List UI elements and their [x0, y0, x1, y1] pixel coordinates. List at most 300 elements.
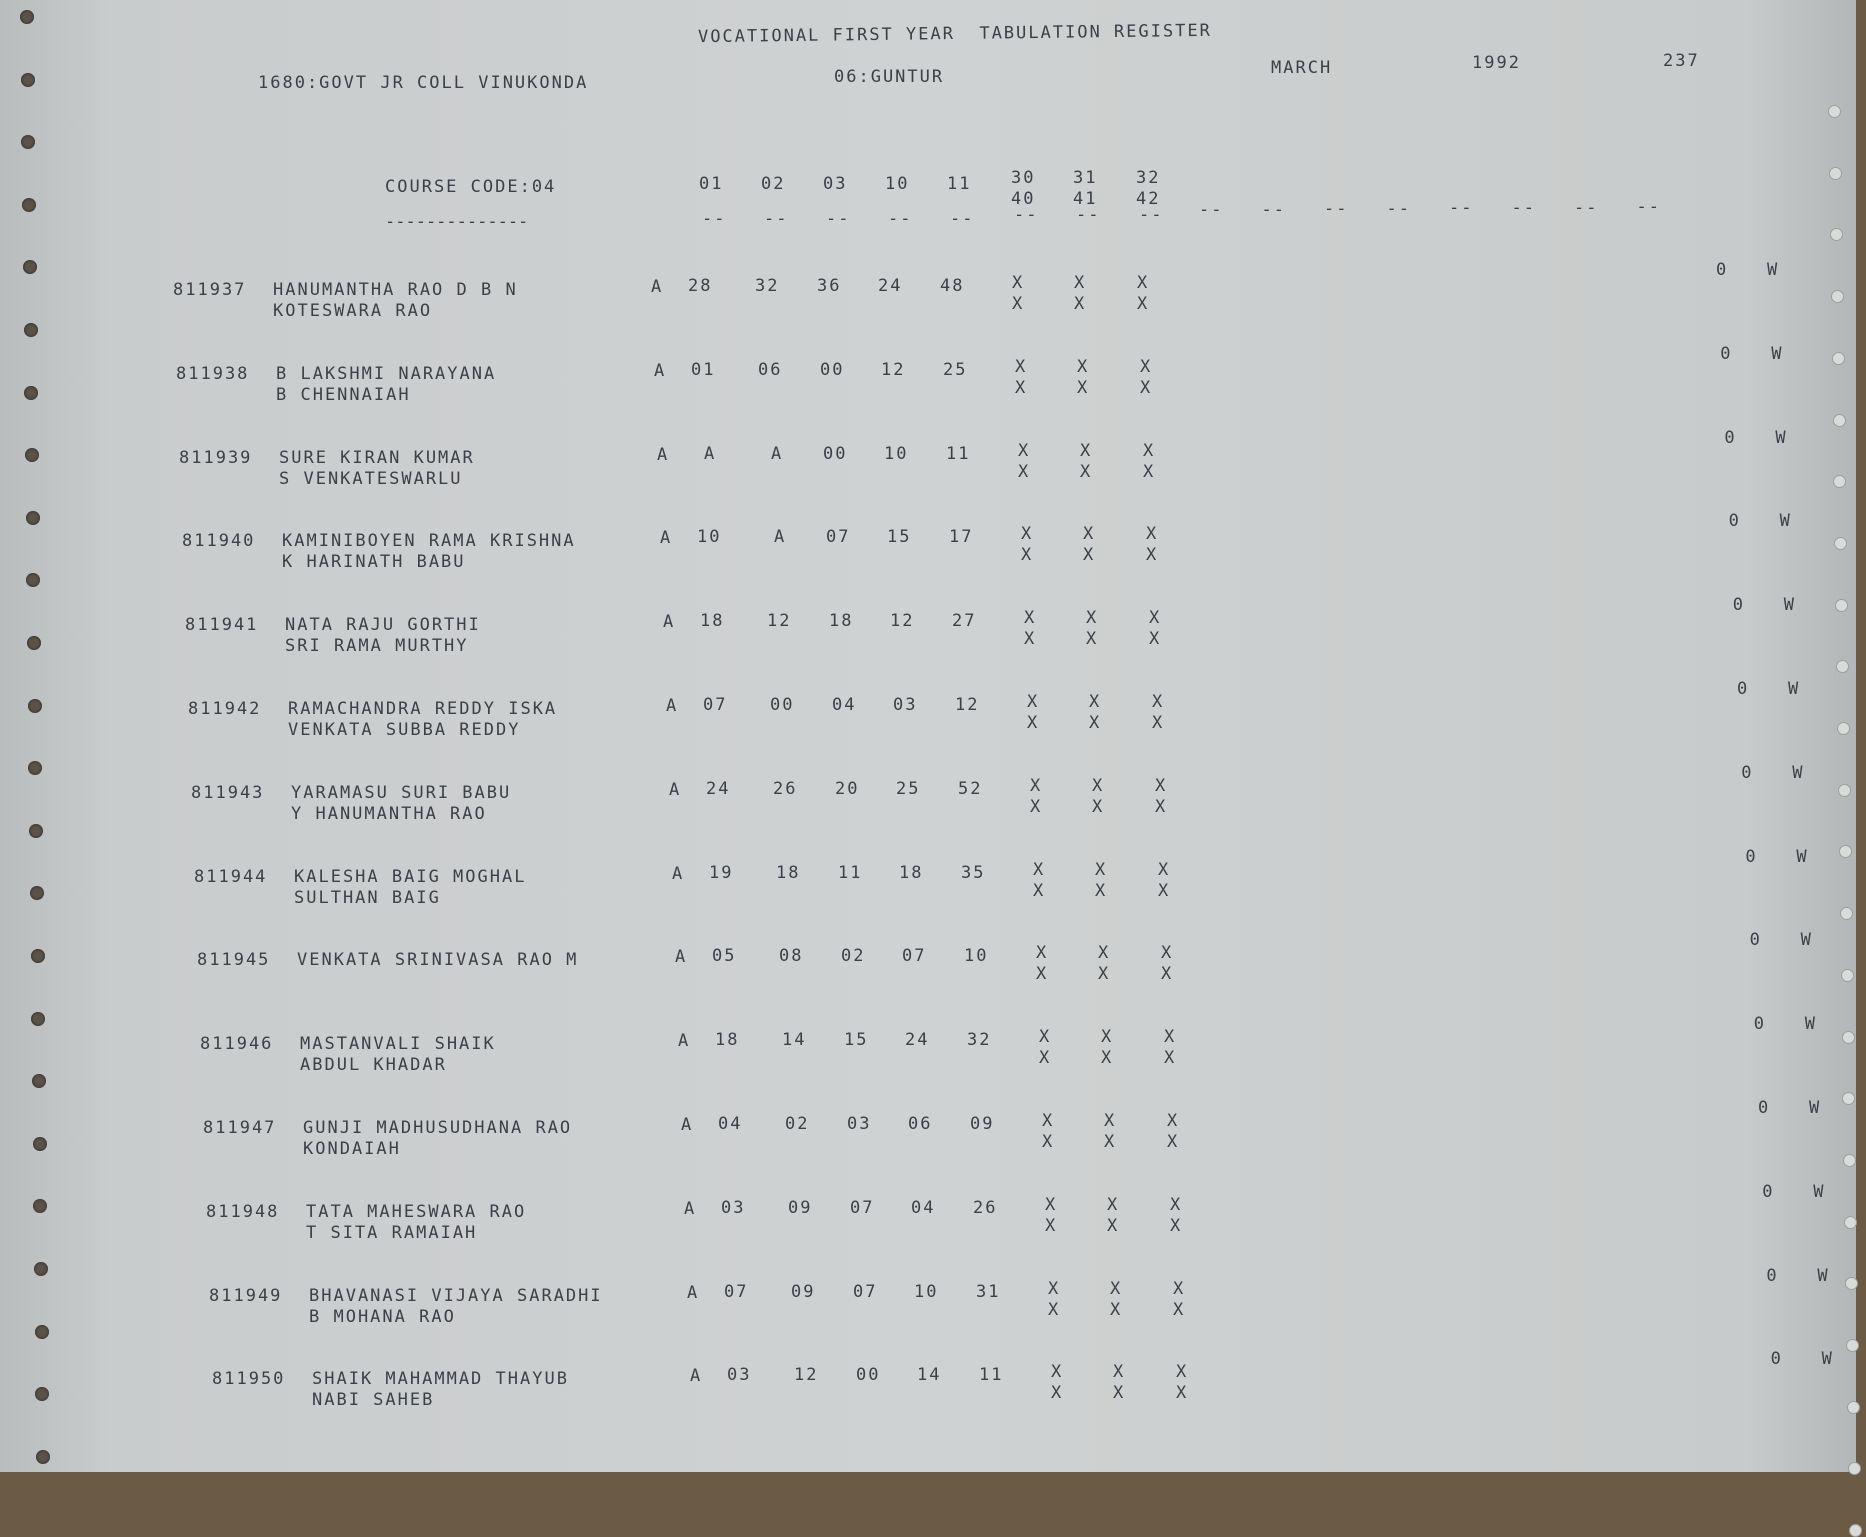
grade: A: [675, 947, 688, 968]
feed-hole: [1833, 414, 1846, 427]
mark-2: 09: [788, 1197, 813, 1218]
x-mark: X: [1095, 880, 1108, 901]
mark-3: 00: [823, 443, 848, 464]
x-mark: X: [1042, 1111, 1055, 1131]
status-code: W: [1796, 846, 1809, 867]
x-mark: X: [1152, 713, 1165, 733]
column-code-top: 31: [1073, 168, 1098, 188]
student-id: 811950: [212, 1369, 286, 1390]
grade: A: [678, 1031, 691, 1052]
x-mark: X: [1077, 356, 1090, 377]
feed-hole: [1849, 1524, 1862, 1537]
mark-2: 32: [755, 276, 780, 296]
feed-hole: [22, 198, 36, 212]
student-id: 811939: [179, 447, 253, 468]
feed-hole: [24, 386, 38, 400]
feed-hole: [1840, 907, 1853, 920]
x-mark: X: [1146, 524, 1159, 545]
x-mark: X: [1051, 1383, 1064, 1404]
result-code: 0: [1758, 1098, 1771, 1118]
result-code: 0: [1766, 1265, 1779, 1286]
parent-name: S VENKATESWARLU: [279, 468, 463, 489]
status-code: W: [1792, 762, 1805, 783]
feed-hole: [35, 1387, 49, 1401]
x-mark: X: [1170, 1215, 1183, 1236]
grade: A: [660, 528, 673, 549]
feed-hole: [1841, 969, 1854, 982]
grade: A: [672, 863, 685, 884]
x-mark: X: [1155, 775, 1168, 796]
mark-1: 19: [709, 862, 734, 883]
x-mark: X: [1140, 356, 1153, 377]
mark-3: 04: [832, 695, 857, 715]
x-mark: X: [1074, 273, 1087, 293]
mark-4: 25: [896, 778, 921, 799]
grade: A: [681, 1115, 694, 1135]
feed-hole: [27, 636, 41, 650]
x-mark: X: [1018, 461, 1031, 482]
status-code: W: [1804, 1014, 1818, 1035]
student-id: 811937: [173, 280, 247, 300]
column-code-top: 30: [1011, 168, 1036, 188]
exam-month: MARCH: [1271, 58, 1333, 78]
parent-name: SULTHAN BAIG: [294, 887, 441, 908]
x-mark: X: [1039, 1048, 1052, 1069]
mark-3: 03: [847, 1114, 872, 1134]
parent-name: T SITA RAMAIAH: [306, 1222, 478, 1243]
x-mark: X: [1021, 524, 1034, 545]
result-code: 0: [1745, 846, 1758, 867]
grade: A: [687, 1282, 700, 1303]
feed-hole: [1838, 784, 1851, 797]
x-mark: X: [1170, 1194, 1183, 1215]
feed-hole: [20, 10, 34, 24]
x-mark: X: [1101, 1048, 1114, 1069]
status-code: W: [1771, 343, 1784, 364]
x-mark: X: [1074, 294, 1087, 314]
x-mark: X: [1083, 545, 1096, 566]
column-dash: --: [1386, 198, 1411, 219]
x-mark: X: [1158, 859, 1171, 880]
student-name: HANUMANTHA RAO D B N: [273, 280, 518, 300]
status-code: W: [1813, 1181, 1826, 1202]
x-mark: X: [1048, 1299, 1061, 1320]
result-code: 0: [1770, 1349, 1783, 1370]
feed-hole: [21, 135, 35, 149]
column-dash: --: [702, 209, 727, 229]
mark-2: 06: [758, 359, 783, 380]
student-id: 811945: [197, 950, 271, 971]
feed-hole: [33, 1137, 47, 1151]
feed-hole: [33, 1199, 47, 1213]
feed-hole: [1833, 475, 1846, 488]
mark-2: 14: [782, 1030, 807, 1051]
mark-5: 31: [976, 1281, 1001, 1302]
mark-5: 12: [955, 695, 980, 715]
mark-5: 48: [940, 276, 965, 296]
register-title: VOCATIONAL FIRST YEAR TABULATION REGISTER: [697, 20, 1212, 48]
mark-1: 24: [706, 778, 731, 799]
x-mark: X: [1080, 440, 1093, 461]
x-mark: X: [1176, 1362, 1189, 1383]
result-code: 0: [1753, 1014, 1767, 1035]
feed-hole: [1848, 1462, 1861, 1475]
feed-hole: [1842, 1031, 1855, 1044]
mark-1: 28: [688, 276, 713, 296]
exam-year: 1992: [1472, 53, 1521, 73]
x-mark: X: [1173, 1278, 1186, 1299]
student-name: TATA MAHESWARA RAO: [306, 1201, 527, 1222]
mark-2: 02: [785, 1114, 810, 1134]
x-mark: X: [1045, 1215, 1058, 1236]
x-mark: X: [1146, 545, 1159, 566]
x-mark: X: [1030, 775, 1043, 796]
feed-hole: [1839, 845, 1852, 858]
grade: A: [651, 277, 664, 297]
mark-1: 07: [703, 695, 728, 715]
mark-2: A: [774, 527, 787, 548]
column-code-top: 32: [1136, 168, 1161, 188]
x-mark: X: [1110, 1299, 1123, 1320]
student-id: 811943: [191, 782, 265, 803]
status-code: W: [1817, 1265, 1830, 1286]
mark-3: 20: [835, 778, 860, 799]
feed-hole: [1847, 1401, 1860, 1414]
parent-name: SRI RAMA MURTHY: [285, 636, 469, 657]
mark-1: 18: [700, 611, 725, 632]
feed-hole: [30, 886, 44, 900]
status-code: W: [1788, 679, 1801, 699]
x-mark: X: [1024, 608, 1037, 629]
mark-1: 05: [712, 946, 737, 967]
mark-3: 07: [826, 527, 851, 548]
x-mark: X: [1152, 692, 1165, 712]
column-dash: --: [1449, 198, 1474, 219]
student-id: 811947: [203, 1118, 277, 1138]
student-id: 811944: [194, 866, 268, 887]
mark-4: 24: [878, 276, 903, 296]
result-code: 0: [1732, 595, 1746, 616]
parent-name: KONDAIAH: [303, 1139, 401, 1159]
mark-2: 26: [773, 778, 798, 799]
x-mark: X: [1018, 440, 1031, 461]
x-mark: X: [1021, 545, 1034, 566]
column-dash: --: [1139, 205, 1164, 225]
mark-1: 18: [715, 1030, 740, 1051]
column-code: 01: [699, 174, 724, 194]
status-code: W: [1767, 260, 1780, 280]
feed-hole: [1842, 1092, 1855, 1105]
result-code: 0: [1737, 679, 1750, 699]
mark-1: 07: [724, 1281, 749, 1302]
student-name: YARAMASU SURI BABU: [291, 782, 512, 803]
feed-hole: [1834, 537, 1847, 550]
mark-4: 12: [890, 611, 915, 632]
column-code: 11: [947, 174, 972, 194]
x-mark: X: [1176, 1383, 1189, 1404]
feed-hole: [31, 949, 45, 963]
x-mark: X: [1161, 943, 1174, 964]
mark-4: 07: [902, 946, 927, 967]
x-mark: X: [1036, 964, 1049, 985]
feed-hole: [1831, 290, 1844, 303]
x-mark: X: [1143, 440, 1156, 461]
x-mark: X: [1015, 377, 1028, 398]
column-dash: --: [1574, 197, 1599, 218]
parent-name: ABDUL KHADAR: [300, 1055, 447, 1076]
result-code: 0: [1724, 427, 1737, 448]
x-mark: X: [1024, 629, 1037, 650]
mark-3: 36: [817, 276, 842, 296]
x-mark: X: [1104, 1132, 1117, 1152]
grade: A: [666, 696, 679, 716]
x-mark: X: [1137, 273, 1150, 293]
student-name: KAMINIBOYEN RAMA KRISHNA: [282, 531, 576, 552]
x-mark: X: [1113, 1383, 1126, 1404]
x-mark: X: [1089, 692, 1102, 712]
parent-name: KOTESWARA RAO: [273, 301, 433, 321]
column-dash: --: [950, 209, 975, 229]
mark-4: 03: [893, 695, 918, 715]
mark-4: 06: [908, 1114, 933, 1134]
column-dash: --: [1636, 197, 1661, 218]
grade: A: [663, 612, 676, 633]
status-code: W: [1809, 1098, 1822, 1118]
column-dash: --: [1076, 205, 1101, 225]
parent-name: B CHENNAIAH: [276, 384, 411, 405]
mark-3: 18: [829, 611, 854, 632]
mark-1: 03: [727, 1365, 752, 1386]
x-mark: X: [1048, 1278, 1061, 1299]
student-id: 811942: [188, 699, 262, 719]
x-mark: X: [1161, 964, 1174, 985]
mark-4: 14: [917, 1365, 942, 1386]
feed-hole: [26, 511, 40, 525]
feed-hole: [1843, 1154, 1856, 1167]
student-name: GUNJI MADHUSUDHANA RAO: [303, 1118, 573, 1138]
column-dash: --: [764, 209, 789, 229]
student-name: SURE KIRAN KUMAR: [279, 447, 475, 468]
parent-name: B MOHANA RAO: [309, 1306, 456, 1327]
mark-5: 32: [967, 1030, 992, 1051]
student-name: B LAKSHMI NARAYANA: [276, 363, 497, 384]
column-code-bottom: 40: [1011, 189, 1036, 209]
mark-4: 15: [887, 527, 912, 548]
mark-5: 26: [973, 1197, 998, 1218]
column-code-bottom: 42: [1136, 189, 1161, 209]
x-mark: X: [1164, 1027, 1177, 1048]
mark-5: 25: [943, 359, 968, 380]
x-mark: X: [1167, 1132, 1180, 1152]
mark-1: 04: [718, 1114, 743, 1134]
x-mark: X: [1149, 629, 1162, 650]
feed-hole: [21, 73, 35, 87]
feed-hole: [1830, 228, 1843, 241]
x-mark: X: [1033, 880, 1046, 901]
college-name: 1680:GOVT JR COLL VINUKONDA: [258, 73, 589, 93]
student-id: 811938: [176, 363, 250, 384]
x-mark: X: [1015, 356, 1028, 377]
mark-5: 52: [958, 778, 983, 799]
x-mark: X: [1030, 796, 1043, 817]
column-code: 03: [823, 174, 848, 194]
column-code: 10: [885, 174, 910, 194]
grade: A: [654, 360, 667, 381]
student-name: SHAIK MAHAMMAD THAYUB: [312, 1369, 569, 1390]
x-mark: X: [1167, 1111, 1180, 1131]
feed-hole: [32, 1074, 46, 1088]
mark-2: 12: [767, 611, 792, 632]
feed-hole: [36, 1450, 50, 1464]
x-mark: X: [1083, 524, 1096, 545]
feed-hole: [26, 573, 40, 587]
student-id: 811940: [182, 531, 256, 552]
student-name: RAMACHANDRA REDDY ISKA: [288, 699, 558, 719]
feed-hole: [34, 1262, 48, 1276]
feed-hole: [28, 699, 42, 713]
grade: A: [684, 1198, 697, 1219]
feed-hole: [25, 448, 39, 462]
status-code: W: [1775, 427, 1788, 448]
x-mark: X: [1051, 1362, 1064, 1383]
course-code-label: COURSE CODE:04: [385, 177, 557, 197]
mark-1: 03: [721, 1197, 746, 1218]
parent-name: Y HANUMANTHA RAO: [291, 803, 487, 824]
x-mark: X: [1039, 1027, 1052, 1048]
x-mark: X: [1137, 294, 1150, 314]
feed-hole: [1846, 1339, 1859, 1352]
mark-1: 10: [697, 527, 722, 548]
mark-4: 24: [905, 1030, 930, 1051]
x-mark: X: [1095, 859, 1108, 880]
x-mark: X: [1036, 943, 1049, 964]
mark-4: 18: [899, 862, 924, 883]
feed-hole: [23, 260, 37, 274]
column-code-bottom: 41: [1073, 189, 1098, 209]
feed-hole: [1837, 722, 1850, 735]
student-id: 811948: [206, 1201, 280, 1222]
x-mark: X: [1158, 880, 1171, 901]
x-mark: X: [1045, 1194, 1058, 1215]
parent-name: NABI SAHEB: [312, 1390, 435, 1411]
status-code: W: [1779, 511, 1792, 532]
mark-5: 09: [970, 1114, 995, 1134]
x-mark: X: [1080, 461, 1093, 482]
student-name: MASTANVALI SHAIK: [300, 1034, 496, 1055]
mark-5: 10: [964, 946, 989, 967]
mark-2: A: [771, 443, 784, 464]
x-mark: X: [1086, 608, 1099, 629]
x-mark: X: [1042, 1132, 1055, 1152]
column-code: 02: [761, 174, 786, 194]
x-mark: X: [1101, 1027, 1114, 1048]
mark-1: A: [704, 443, 717, 464]
x-mark: X: [1012, 273, 1025, 293]
mark-3: 02: [841, 946, 866, 967]
column-dash: --: [888, 209, 913, 229]
feed-hole: [1835, 599, 1848, 612]
result-code: 0: [1716, 260, 1729, 280]
feed-hole: [1832, 352, 1845, 365]
column-dash: --: [1261, 199, 1286, 220]
mark-2: 09: [791, 1281, 816, 1302]
student-id: 811946: [200, 1034, 274, 1055]
student-id: 811949: [209, 1285, 283, 1306]
x-mark: X: [1113, 1362, 1126, 1383]
x-mark: X: [1098, 964, 1111, 985]
mark-2: 18: [776, 862, 801, 883]
feed-hole: [1845, 1277, 1858, 1290]
feed-hole: [1844, 1216, 1857, 1229]
mark-3: 11: [838, 862, 863, 883]
status-code: W: [1821, 1349, 1834, 1370]
mark-5: 11: [979, 1365, 1004, 1386]
x-mark: X: [1107, 1215, 1120, 1236]
x-mark: X: [1098, 943, 1111, 964]
mark-4: 12: [881, 359, 906, 380]
x-mark: X: [1110, 1278, 1123, 1299]
x-mark: X: [1155, 796, 1168, 817]
x-mark: X: [1104, 1111, 1117, 1131]
mark-3: 00: [856, 1365, 881, 1386]
course-code-underline: --------------: [385, 212, 529, 232]
student-id: 811941: [185, 615, 259, 636]
x-mark: X: [1173, 1299, 1186, 1320]
x-mark: X: [1092, 775, 1105, 796]
x-mark: X: [1086, 629, 1099, 650]
column-dash: --: [1324, 199, 1349, 220]
column-dash: --: [1199, 200, 1224, 220]
feed-hole: [31, 1012, 45, 1026]
x-mark: X: [1149, 608, 1162, 629]
x-mark: X: [1027, 713, 1040, 733]
result-code: 0: [1728, 511, 1741, 532]
parent-name: VENKATA SUBBA REDDY: [288, 720, 521, 740]
district-name: 06:GUNTUR: [834, 67, 945, 87]
student-name: BHAVANASI VIJAYA SARADHI: [309, 1285, 603, 1306]
feed-hole: [35, 1325, 49, 1339]
feed-hole: [1828, 105, 1841, 118]
mark-5: 35: [961, 862, 986, 883]
x-mark: X: [1107, 1194, 1120, 1215]
feed-hole: [29, 824, 43, 838]
result-code: 0: [1762, 1181, 1775, 1202]
mark-4: 10: [884, 443, 909, 464]
mark-2: 08: [779, 946, 804, 967]
feed-hole: [24, 323, 38, 337]
grade: A: [657, 444, 670, 465]
result-code: 0: [1720, 343, 1733, 364]
mark-5: 17: [949, 527, 974, 548]
mark-2: 12: [794, 1365, 819, 1386]
grade: A: [690, 1366, 703, 1387]
status-code: W: [1800, 930, 1813, 951]
x-mark: X: [1033, 859, 1046, 880]
grade: A: [669, 779, 682, 800]
mark-5: 27: [952, 611, 977, 632]
student-name: NATA RAJU GORTHI: [285, 615, 481, 636]
mark-3: 15: [844, 1030, 869, 1051]
mark-4: 04: [911, 1197, 936, 1218]
x-mark: X: [1143, 461, 1156, 482]
x-mark: X: [1092, 796, 1105, 817]
page-number: 237: [1663, 51, 1700, 71]
x-mark: X: [1012, 294, 1025, 314]
result-code: 0: [1741, 762, 1754, 783]
mark-2: 00: [770, 695, 795, 715]
x-mark: X: [1027, 692, 1040, 712]
parent-name: K HARINATH BABU: [282, 552, 466, 573]
